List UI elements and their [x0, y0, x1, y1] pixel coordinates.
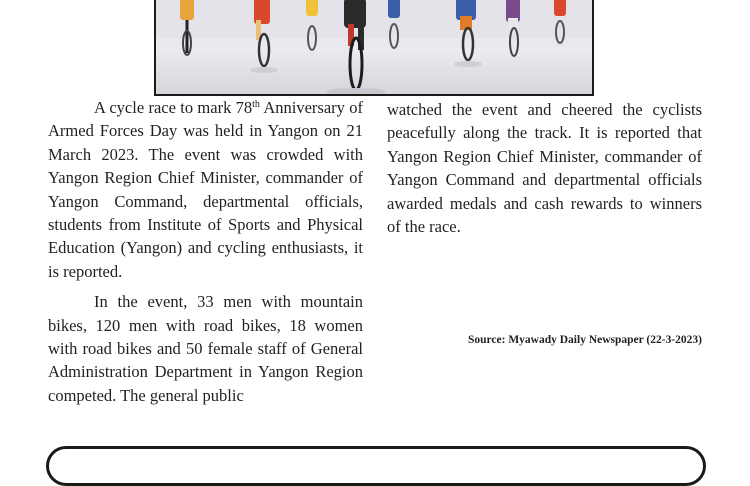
cyclists-illustration	[156, 0, 594, 96]
cycle-race-photo	[154, 0, 594, 96]
cyclist-figure	[344, 0, 366, 90]
source-credit: Source: Myawady Daily Newspaper (22-3-2023)	[467, 334, 702, 346]
cyclist-figure	[506, 0, 520, 56]
article-paragraph-1	[48, 96, 363, 283]
paragraph-text: A cycle race to mark 78	[94, 98, 253, 117]
article-paragraph-2: In the event, 33 men with mountain bikes, 120 men with road bikes, 18 women with road bikes and 50 female staff of General Administration Department in Yangon Region competed. The general public	[48, 292, 363, 405]
article-left-column	[48, 96, 363, 407]
article-right-column	[387, 98, 702, 238]
article-paragraph-3: watched the event and cheered the cyclists peacefully along the track. It is reported that Yangon Region Chief Minister, commander of Yangon Command and departmental officials awarded medals and cash rewards to winners of the race.	[387, 100, 702, 237]
paragraph-text: Anniversary of Armed Forces Day was held in Yangon on 21 March 2023. The event was crowded with Yangon Region Chief Minister, commander of Yangon Command, departmental officials, students from Institute of Sports and Physical Education (Yangon) and cycling enthusiasts, it is reported.	[48, 98, 363, 281]
ordinal-superscript: th	[252, 99, 260, 110]
next-section-frame	[46, 446, 706, 486]
